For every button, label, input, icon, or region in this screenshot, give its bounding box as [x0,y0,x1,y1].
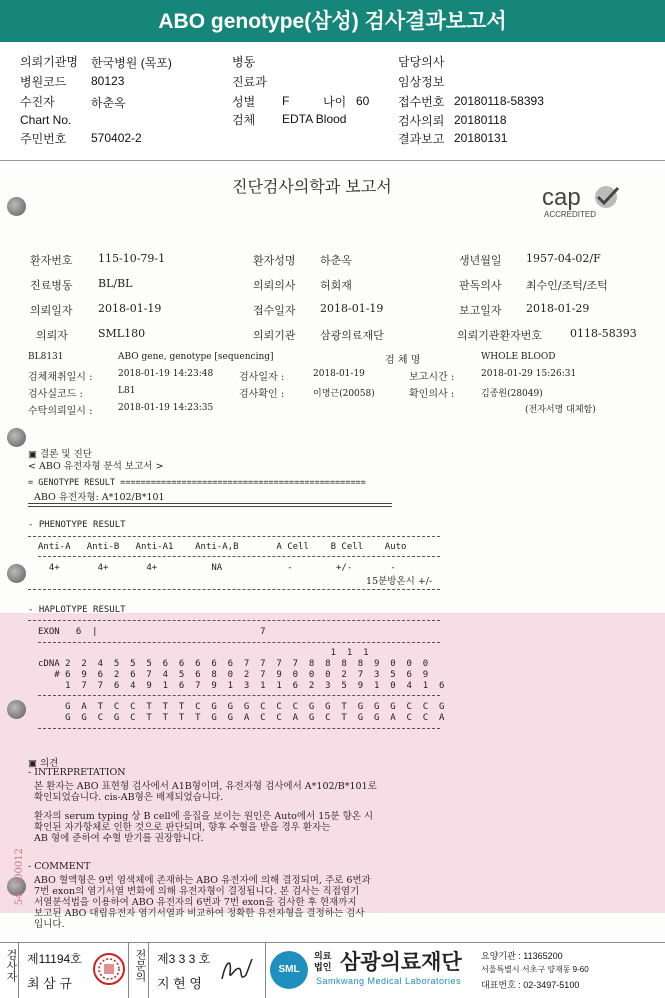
result-highlight [0,613,665,913]
recv-date-value: 2018-01-19 [320,302,384,315]
ward-label: 병동 [232,55,256,69]
sex-value: F [282,94,290,108]
code-value: 80123 [91,74,125,88]
cdna-row-3: # 6 9 6 2 6 7 4 5 6 8 0 2 7 9 0 0 0 2 7 3 5 6 9 [38,670,429,680]
request-value: 20180118 [454,113,507,127]
receive-value: 2018-01-19 14:23:35 [118,403,214,413]
inst-patient-no-value: 0118-58393 [570,327,637,340]
inspector-label: 검사자 [5,949,17,982]
cdna-row-4: 1 7 7 6 4 9 1 6 7 9 1 3 1 1 6 2 3 5 9 1 0 4 1 6 [38,681,445,691]
care-no: 요양기관 : 11365200 [481,951,563,961]
punch-hole [7,564,26,583]
punch-hole [7,428,26,447]
confirm-value: 이명근(20058) [313,389,375,399]
divider [38,728,440,729]
specialist-license: 제3 3 3 호 [157,952,211,966]
read-doctor-label: 판독의사 [459,279,502,292]
dept-label: 진료과 [232,75,267,89]
code-label: 병원코드 [20,75,67,89]
receipt-value: 20180118-58393 [454,94,544,108]
divider [28,536,440,537]
org-address: 서울특별시 서초구 양재동 9-60 [481,965,589,974]
org-type: 의료 법인 [314,951,332,972]
inst-patient-no-label: 의뢰기관환자번호 [457,329,543,342]
specimen-name-value: WHOLE BLOOD [481,352,556,362]
specimen-name-label: 검 체 명 [385,355,421,366]
clinical-label: 임상정보 [398,75,445,89]
genotype-head: = GENOTYPE RESULT ================================================ [28,478,366,488]
recv-date-label: 접수일자 [253,304,296,317]
org-name: 삼광의료재단 [340,951,462,974]
patient-value: 하춘옥 [91,96,126,110]
rrn-value: 570402-2 [91,131,142,145]
test-code: BL8131 [28,352,64,362]
phenotype-columns: Anti-A Anti-B Anti-A1 Anti-A,B A Cell B Cell Auto [38,542,407,552]
ward-scan-label: 진료병동 [30,279,73,292]
esign-note: (전자서명 대체함) [525,405,596,415]
specialist-label: 전문의 [134,949,146,982]
result-section-title: ▣ 결론 및 진단 [28,449,92,460]
birth-value: 1957-04-02/F [526,252,601,265]
age-label: 나이 [323,95,347,109]
phenotype-head: - PHENOTYPE RESULT [28,520,126,530]
rrn-label: 주민번호 [20,132,67,146]
sequence-row-1: G A T C C T T T C G G G C C C G G T G G G C C G [38,702,445,712]
specimen-value: EDTA Blood [282,112,347,126]
collect-label: 검체채취일시 : [28,372,93,383]
req-doctor-value: 허회재 [320,279,352,292]
sex-label: 성별 [232,95,256,109]
cap-accredited-logo [540,184,630,224]
punch-hole [7,700,26,719]
room-value: L81 [118,386,136,396]
patient-label: 수진자 [20,95,55,109]
divider [28,503,392,507]
room-label: 검사실코드 : [28,389,83,400]
test-name: ABO gene, genotype [sequencing] [118,352,274,362]
genotype-result: ABO 유전자형: A*102/B*101 [28,492,165,503]
collect-value: 2018-01-19 14:23:48 [118,369,214,379]
doctor-label: 담당의사 [398,55,445,69]
opinion-section-title: ▣ 의견 [28,758,59,769]
sequence-row-2: G G C G C T T T T G G A C C A G C T G G A C C A [38,713,445,723]
org-phone: 대표번호 : 02-3497-5100 [481,980,580,990]
comment-line: 서열분석법을 이용하여 ABO 유전자의 6번과 7번 exon을 검사한 후 현재까지 [28,897,357,908]
report-time-value: 2018-01-29 15:26:31 [481,369,577,379]
req-inst-label: 의뢰기관 [253,329,296,342]
specimen-label: 검체 [232,113,256,127]
phenotype-note: 15분방온시 +/- [366,576,433,587]
comment-line: ABO 혈액형은 9번 염색체에 존재하는 ABO 유전자에 의해 결정되며, 주로 6번과 [28,875,371,886]
report-footer [0,942,665,998]
divider [28,589,440,590]
header-divider [0,160,665,161]
side-serial-number: 541300012 [14,848,25,906]
rep-date-label: 보고일자 [459,304,502,317]
interpretation-line: 본 환자는 ABO 표현형 검사에서 A1B형이며, 유전자형 검사에서 A*102/B*101로 [28,781,377,792]
exam-label: 검사일자 : [239,372,285,383]
sml-logo: SML [270,951,308,989]
req-doctor-label: 의뢰의사 [253,279,296,292]
specialist-name: 지 현 영 [157,976,202,991]
punch-hole [7,197,26,216]
confirm-doc-label: 확인의사 : [409,389,455,400]
patient-no-label: 환자번호 [30,254,73,267]
patient-no-value: 115-10-79-1 [98,252,166,265]
interpretation-line: 확인되었습니다. cis-AB형은 배제되었습니다. [28,792,224,803]
requester-label: 의뢰자 [36,329,68,342]
phenotype-values: 4+ 4+ 4+ NA - +/- - [38,563,396,573]
age-value: 60 [356,94,370,108]
comment-line: 보고된 ABO 대립유전자 염기서열과 비교하여 정확한 유전자형을 결정하는 검사 [28,908,365,919]
inst-label: 의뢰기관명 [20,55,78,69]
report-date-value: 20180131 [454,131,508,145]
report-title: ABO genotype(삼성) 검사결과보고서 [0,0,665,42]
org-english-name: Samkwang Medical Laboratories [316,976,462,986]
interpretation-head: - INTERPRETATION [28,767,126,778]
inspector-cell [0,943,129,998]
divider [28,620,440,621]
req-inst-value: 삼광의료재단 [320,329,384,342]
report-date-label: 결과보고 [398,132,445,146]
specialist-cell [148,943,266,998]
rep-date-value: 2018-01-29 [526,302,590,315]
comment-line: 입니다. [28,919,65,930]
specialist-label-box [128,943,149,998]
cap-sub: ACCREDITED [544,210,597,219]
confirm-doc-value: 김종원(28049) [481,389,543,399]
comment-line: 7번 exon의 염기서열 변화에 의해 유전자형이 결정됩니다. 본 검사는 직접염기 [28,886,360,897]
comment-head: - COMMENT [28,861,91,872]
interpretation-line: 확인된 자가항체로 인한 것으로 판단되며, 향후 수혈을 받을 경우 환자는 [28,822,331,833]
inspector-license: 제11194호 [27,952,82,966]
confirm-label: 검사확인 : [239,389,285,400]
request-label: 검사의뢰 [398,114,445,128]
haplotype-head: - HAPLOTYPE RESULT [28,605,126,615]
interpretation-line: AB 형에 준하여 수혈 받기를 권장합니다. [28,833,204,844]
receipt-label: 접수번호 [398,95,445,109]
cdna-row-1: 1 1 1 [38,648,369,658]
patient-name-label: 환자성명 [253,254,296,267]
divider [38,642,440,643]
exon-line: EXON 6 | 7 [38,627,266,637]
req-date-value: 2018-01-19 [98,302,162,315]
divider [38,556,440,557]
exam-value: 2018-01-19 [313,369,365,379]
ward-scan-value: BL/BL [98,277,133,290]
divider [38,695,440,696]
birth-label: 생년월일 [459,254,502,267]
patient-name-value: 하춘옥 [320,254,352,267]
read-doctor-value: 최수인/조턱/조턱 [526,279,608,292]
interpretation-line: 환자의 serum typing 상 B cell에 응집을 보이는 원인은 Auto에서 15분 향온 시 [28,811,374,822]
inspector-name: 최 삼 규 [27,976,72,991]
chart-label: Chart No. [20,113,72,127]
requester-value: SML180 [98,327,146,340]
cdna-row-2: cDNA 2 2 4 5 5 5 6 6 6 6 6 7 7 7 7 8 8 8 8 9 0 0 0 [38,659,429,669]
cap-text: cap [542,184,581,211]
req-date-label: 의뢰일자 [30,304,73,317]
receive-label: 수탁의뢰일시 : [28,406,93,417]
inst-value: 한국병원 (목포) [91,56,172,70]
scan-title: 진단검사의학과 보고서 [232,177,392,196]
result-report-title: < ABO 유전자형 분석 보고서 > [28,461,164,472]
report-time-label: 보고시간 : [409,372,455,383]
